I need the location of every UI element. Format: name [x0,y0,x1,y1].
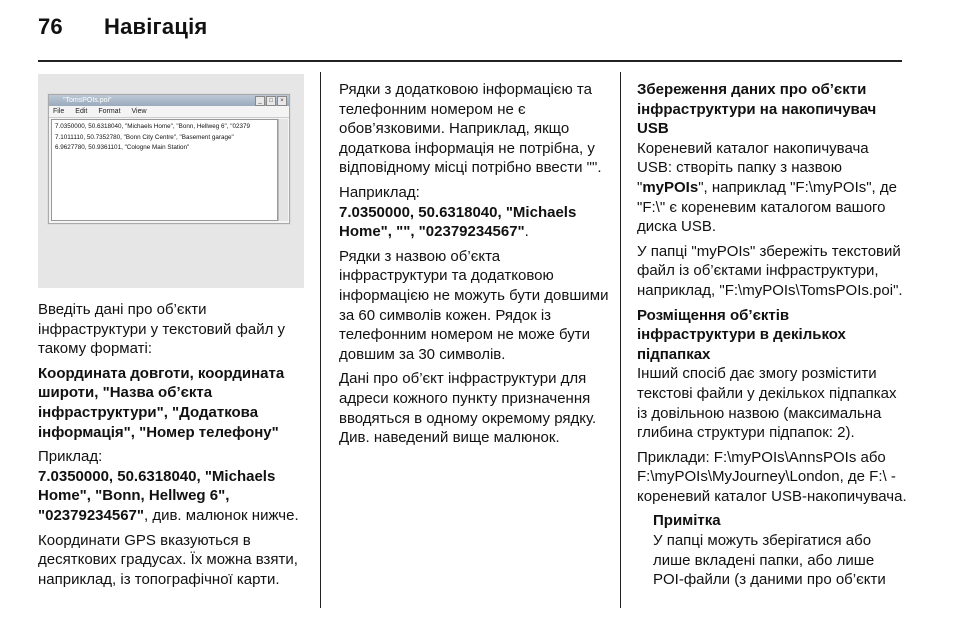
paragraph: У папці "myPOIs" збережіть текстовий файл із об’єктами інфраструктури, наприклад, "F:\myPOIs\TomsPOIs.poi". [637,242,903,299]
example-paragraph [339,183,611,242]
note-title: Примітка [653,512,721,530]
format-spec-text: Координата довготи, координата широти, "Назва об’єкта інфраструктури", "Додаткова інформація", "Номер телефону" [38,364,285,441]
close-icon: × [277,96,287,106]
paragraph [637,139,907,237]
minimize-icon: _ [255,96,265,106]
paragraph: Координати GPS вказуються в десяткових градусах. Їх можна взяти, наприклад, із топографічної карти. [38,531,298,588]
window-text-area [51,119,278,221]
column-divider [320,72,321,608]
example-text: 7.0350000, 50.6318040, "Michaels Home", "", "02379234567" [339,203,577,241]
paragraph: Рядки з назвою об’єкта інфраструктури та додатковою інформацією не можуть бути довшими за 60 символів кожен. Рядок із телефонним номером не може бути довшим за 30 символів. [339,247,609,363]
page-number: 76 [38,14,63,39]
menu-edit: Edit [75,108,88,115]
poi-line: 7.1011110, 50.7352780, "Bonn City Centre", "Basement garage" [55,133,234,141]
column-2 [339,80,611,453]
note-box [637,511,907,589]
note-text: У папці можуть зберігатися або лише вкладені папки, або лише POI-файли (з даними про об’єкти [653,532,886,589]
header-rule [38,60,902,62]
menu-view: View [131,108,147,115]
example-text: 7.0350000, 50.6318040, "Michaels Home", "Bonn, Hellweg 6", "02379234567" [38,467,276,524]
maximize-icon: □ [266,96,276,106]
page-header [38,14,207,40]
window-menu-bar [49,106,289,118]
example-tail: , див. малюнок нижче. [144,506,299,524]
column-3 [637,80,907,590]
paragraph: Інший спосіб дає змогу розмістити текстові файли у декількох підпапках із довільною назвою (максимальна глибина структури підпапок: 2). [637,365,897,442]
section-heading-text: Розміщення об’єктів інфраструктури в декількох підпапках [637,306,846,363]
notepad-screenshot-figure [38,74,304,288]
paragraph: Рядки з додатковою інформацією та телефонним номером не є обов’язковими. Наприклад, якщо додаткова інформація не потрібна, у відповідному місці потрібно ввести "". [339,81,602,177]
format-spec [38,364,314,442]
column-1 [38,300,314,594]
example-tail: . [524,223,529,241]
menu-format: Format [98,108,121,115]
paragraph: Приклади: F:\myPOIs\AnnsPOIs або F:\myPOIs\MyJourney\London, де F:\ - кореневий каталог USB-накопичувача. [637,448,907,505]
notepad-window [48,94,290,224]
paragraph: Дані про об’єкт інфраструктури для адреси кожного пункту призначення вводяться в одному окремому рядку. Див. наведений вище малюнок. [339,370,597,447]
column-divider [620,72,621,608]
page-title: Навігація [104,14,208,39]
section-heading [637,306,907,365]
example-paragraph [38,447,314,525]
section-heading-text: Збереження даних про об’єкти інфраструктури на накопичувач USB [637,81,877,138]
paragraph: Введіть дані про об’єкти інфраструктури у текстовий файл у такому форматі: [38,301,286,358]
window-scrollbar [278,119,288,221]
example-label: Приклад: [38,448,103,466]
menu-file: File [53,108,65,115]
window-title: "TomsPOIs.poi" [63,97,112,104]
text-run: Кореневий каталог накопичувача USB: створіть папку з назвою " [637,139,869,196]
section-heading [637,80,907,139]
text-run: ", наприклад "F:\myPOIs", де "F:\" є кореневим каталогом вашого диска USB. [637,178,897,236]
poi-line: 6.9627780, 50.9361101, "Cologne Main Station" [55,144,190,151]
window-title-bar [49,95,289,106]
folder-name: myPOIs [642,178,699,196]
poi-line: 7.0350000, 50.6318040, "Michaels Home", "Bonn, Hellweg 6", "02379 [55,123,250,130]
example-label: Наприклад: [339,183,420,201]
